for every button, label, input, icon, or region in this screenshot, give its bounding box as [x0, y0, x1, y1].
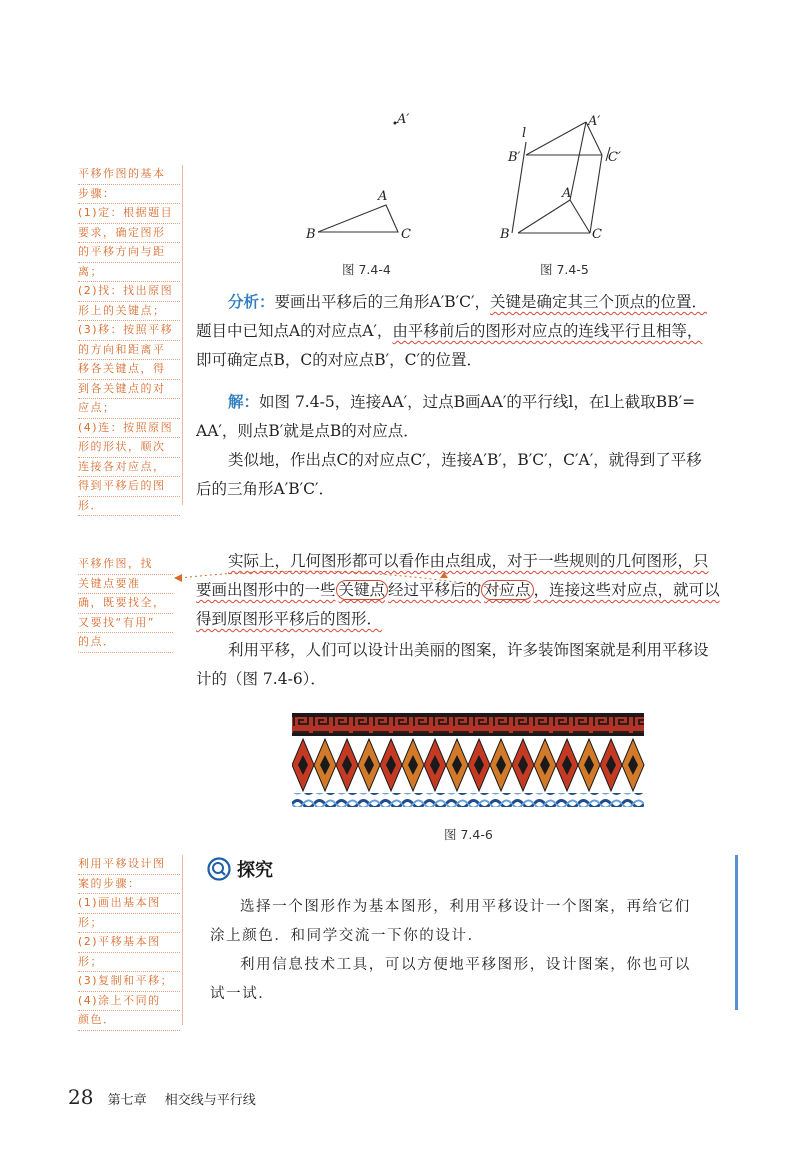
margin-note-line: 平移作图，找: [78, 555, 173, 575]
margin-note-line: (4)连：按照原图: [78, 419, 180, 439]
sidebar-rule: [182, 855, 183, 1025]
page-number: 28: [68, 1085, 94, 1109]
label-c-2: C: [592, 227, 602, 242]
margin-note-line: 移各关键点，得: [78, 360, 180, 380]
sidebar-rule: [182, 165, 183, 505]
explore-text: 选择一个图形作为基本图形，利用平移设计一个图案，再给它们 涂上颜色．和同学交流一下你的设计． 利用信息技术工具，可以方便地平移图形，设计图案，你也可以 试一试．: [210, 899, 691, 1002]
margin-note-line: 形的形状，顺次: [78, 438, 180, 458]
margin-note-line: 连接各对应点，: [78, 458, 180, 478]
margin-note-line: (1)画出基本图: [78, 894, 180, 914]
label-c: C: [401, 227, 411, 242]
analysis-label: 分析：: [228, 293, 275, 311]
margin-note-line: 确，既要找全，: [78, 594, 173, 614]
explore-side-bar: [735, 855, 738, 1010]
explore-heading: 探究: [207, 856, 273, 882]
margin-note-line: 案的步骤：: [78, 875, 180, 895]
margin-note-line: 的方向和距离平: [78, 341, 180, 361]
caption-fig-7-4-4: 图 7.4-4: [342, 262, 391, 277]
margin-note-line: 平移作图的基本: [78, 165, 180, 185]
margin-note-line: 形上的关键点；: [78, 302, 180, 322]
chapter-label: 第七章: [107, 1093, 147, 1108]
margin-note-line: 应点；: [78, 399, 180, 419]
margin-note-line: 形；: [78, 914, 180, 934]
diamond-row: [292, 739, 644, 791]
chapter-title: 相交线与平行线: [164, 1093, 256, 1108]
margin-note-translation-steps: [78, 165, 180, 516]
main-paragraph: 实际上，几何图形都可以看作由点组成，对于一些规则的几何图形，只 要画出图形中的一些 关键点 经过平移后的 对应点 ，连接这些对应点，就可以 得到原图形平移后的图形． 利用平移，人们可以设计出美丽的图案，许多装饰图案就是利用平移设 计的（图 7.4-6）．: [196, 552, 720, 688]
margin-note-line: 要求，确定图形: [78, 224, 180, 244]
magnifier-icon: [207, 857, 231, 881]
margin-note-line: (4)涂上不同的: [78, 992, 180, 1012]
label-l: l: [522, 126, 527, 141]
analysis-paragraph: 分析：要画出平移后的三角形A′B′C′，关键是确定其三个顶点的位置． 题目中已知点A的对应点A′，由平移前后的图形对应点的连线平行且相等， 即可确定点B，C的对应点B′，C′的位置．: [196, 293, 708, 369]
margin-note-line: (1)定：根据题目: [78, 204, 180, 224]
margin-note-line: 关键点要准: [78, 575, 173, 595]
label-a-prime-2: A′: [588, 114, 601, 129]
margin-note-line: 的平移方向与距: [78, 243, 180, 263]
circled-corresponding-points: 对应点: [481, 580, 534, 600]
margin-note-line: 得到平移后的图: [78, 477, 180, 497]
margin-note-design-steps: [78, 855, 180, 1031]
margin-note-line: 形．: [78, 497, 180, 517]
margin-note-line: (2)平移基本图: [78, 933, 180, 953]
margin-note-line: 利用平移设计图: [78, 855, 180, 875]
figures-7-4-4-and-7-4-5: [300, 105, 640, 275]
margin-note-line: 步骤：: [78, 185, 180, 205]
label-c-prime: C′: [608, 150, 621, 165]
margin-note-line: (3)复制和平移；: [78, 972, 180, 992]
caption-fig-7-4-6: 图 7.4-6: [444, 827, 493, 842]
margin-note-line: 形；: [78, 953, 180, 973]
solution-label: 解：: [228, 393, 260, 411]
label-a-prime: A′: [397, 112, 410, 127]
page-footer: [68, 1085, 256, 1109]
margin-note-line: 离；: [78, 263, 180, 283]
margin-note-line: (2)找：找出原图: [78, 282, 180, 302]
margin-note-line: 的点．: [78, 633, 173, 653]
margin-note-line: 又要找“有用”: [78, 614, 173, 634]
label-a: A: [378, 189, 388, 204]
label-b-prime: B′: [508, 150, 521, 165]
triangle-abc: [318, 205, 398, 232]
margin-note-line: 颜色．: [78, 1011, 180, 1031]
caption-fig-7-4-5: 图 7.4-5: [540, 262, 589, 277]
label-b-2: B: [500, 227, 510, 242]
margin-note-key-points: [78, 555, 173, 653]
margin-note-line: 到各关键点的对: [78, 380, 180, 400]
margin-note-line: (3)移：按照平移: [78, 321, 180, 341]
decorative-pattern: [292, 713, 647, 813]
circled-key-points: 关键点: [336, 580, 389, 600]
label-a-2: A: [562, 186, 572, 201]
label-b: B: [306, 227, 316, 242]
solution-paragraph: 解：如图 7.4-5，连接AA′，过点B画AA′的平行线l，在l上截取BB′= AA′，则点B′就是点B的对应点． 类似地，作出点C的对应点C′，连接A′B′，B′C′，C′A′，就得到了平移 后的三角形A′B′C′．: [196, 393, 702, 498]
